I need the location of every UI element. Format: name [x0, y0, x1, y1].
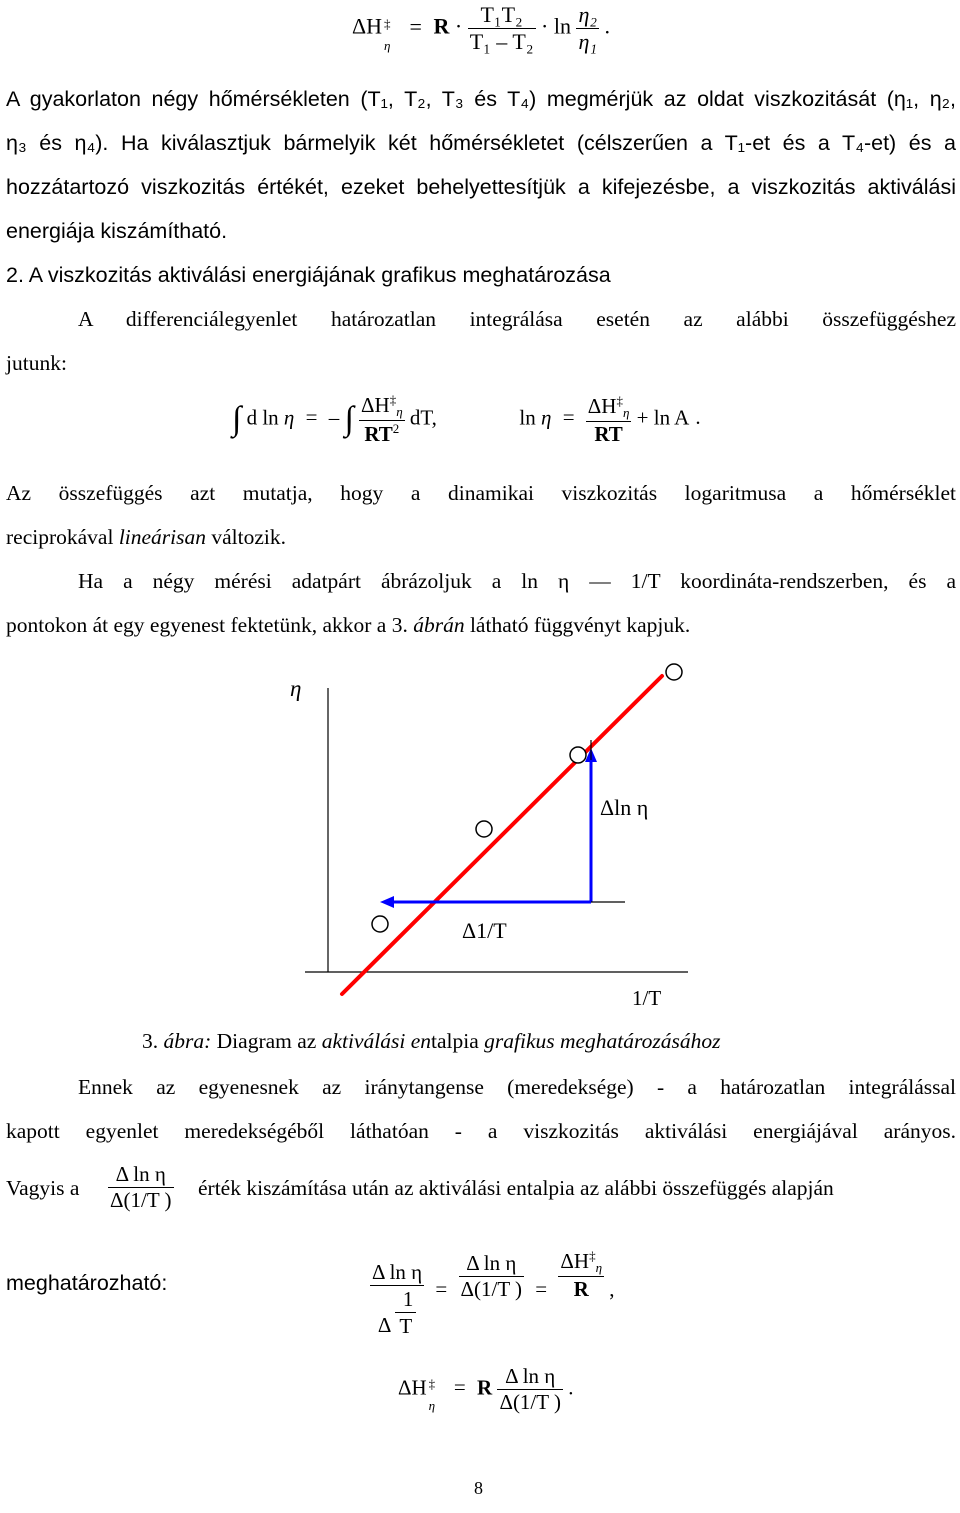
equation-bottom-2: ΔH ‡ η = R $\frac{\text{Δ ln η}}{\Delta(1/T )}$ .	[398, 1364, 574, 1414]
paragraph-4-line-2: kapott egyenlet meredekségéből láthatóan - a viszkozitás aktiválási energiájával arányos.	[6, 1119, 956, 1143]
eq-top-eta-fraction: $\frac{\text{η₂}}{\text{η₁}}$	[578, 2, 598, 54]
inline-slope-fraction: $\frac{\text{Δ ln η}}{\Delta(1/T )}$	[110, 1162, 172, 1212]
paragraph-4-line-4: meghatározható:	[6, 1271, 168, 1295]
eq-b2-fraction: $\frac{\text{Δ ln η}}{\Delta(1/T )}$	[499, 1364, 561, 1414]
section-text-line-2: jutunk:	[6, 351, 67, 375]
fit-line	[342, 676, 662, 994]
arrhenius-diagram	[0, 650, 960, 1030]
equation-top: ΔH ‡ η = R · $\frac{\text{T₁T₂}}{\text{T₁ – T₂}}$ · ln $\frac{\text{η₂}}{\text{η₁}}$ .	[352, 2, 611, 54]
data-point	[666, 664, 682, 680]
eq-mid-fraction-2: $\frac{\Delta H^\ddagger_\eta}{RT}$	[587, 392, 630, 446]
equation-integral: ∫ d ln η = – ∫ $\frac{\Delta H^\ddagger_\eta}{RT^2}$ dT, ln η = $\frac{\Delta H^\ddagger_\eta}{RT}$ + ln A .	[232, 392, 701, 446]
data-point	[476, 821, 492, 837]
paragraph-3-line-2: pontokon át egy egyenest fektetünk, akkor a 3. ábrán látható függvényt kapjuk.	[6, 613, 691, 637]
data-point	[372, 916, 388, 932]
eq-top-lhs: ΔH	[352, 13, 383, 39]
eq-b1-fraction-3: $\frac{\Delta H^\ddagger_\eta}{R}$	[560, 1248, 603, 1301]
eq-b1-fraction-1: Δ ln η 1 Δ T	[372, 1259, 423, 1338]
section-text-line-1: A differenciálegyenlet határozatlan integrálása esetén az alábbi összefüggéshez	[78, 307, 956, 331]
y-axis-label: η	[290, 676, 302, 701]
paragraph-1-line-4: energiája kiszámítható.	[6, 219, 228, 243]
paragraph-4-line-3: Vagyis a $\frac{\text{Δ ln η}}{\Delta(1/T )}$ érték kiszámítása után az aktiválási entalpia az alábbi összefüggés alapján	[6, 1162, 834, 1212]
paragraph-1-line-2: η₃ és η₄). Ha kiválasztjuk bármelyik két hőmérsékletet (célszerűen a T₁-et és a T₄-et) és a	[6, 131, 956, 155]
figure-caption: 3. ábra: Diagram az aktiválási entalpia grafikus meghatározásához	[142, 1029, 721, 1053]
paragraph-1-line-3: hozzátartozó viszkozitás értékét, ezeket behelyettesítjük a kifejezésbe, a viszkozitás aktiválási	[6, 175, 956, 199]
paragraph-2-line-1: Az összefüggés azt mutatja, hogy a dinamikai viszkozitás logaritmusa a hőmérséklet	[6, 481, 956, 505]
x-axis-label: 1/T	[632, 986, 662, 1010]
arrowhead-left	[380, 896, 394, 908]
section-heading: 2. A viszkozitás aktiválási energiájának grafikus meghatározása	[6, 263, 611, 287]
eq-mid-fraction-1: $\frac{\Delta H^\ddagger_\eta}{RT^2}$	[361, 392, 403, 446]
eq-top-temp-fraction: $\frac{\text{T₁T₂}}{\text{T₁ – T₂}}$	[469, 2, 534, 54]
equation-bottom-1: Δ ln η 1 Δ T = $\frac{\text{Δ ln η}}{\Delta(1/T )}$ = $\frac{\Delta H^\ddagger_\eta}{R}$ ,	[372, 1248, 615, 1338]
paragraph-4-line-1: Ennek az egyenesnek az iránytangense (meredeksége) - a határozatlan integrálással	[78, 1075, 956, 1099]
paragraph-2-line-2: reciprokával lineárisan változik.	[6, 525, 287, 549]
paragraph-1-line-1: A gyakorlaton négy hőmérsékleten (T₁, T₂, T₃ és T₄) megmérjük az oldat viszkozitását (η₁, η₂,	[6, 87, 956, 111]
data-point	[570, 747, 586, 763]
paragraph-3-line-1: Ha a négy mérési adatpárt ábrázoljuk a ln η — 1/T koordináta-rendszerben, és a	[78, 569, 956, 593]
delta-ln-eta-label: Δln η	[600, 795, 649, 820]
eq-b1-fraction-2: $\frac{\text{Δ ln η}}{\Delta(1/T )}$	[460, 1251, 523, 1301]
delta-inverse-t-label: Δ1/T	[462, 918, 507, 943]
page-number: 8	[474, 1478, 483, 1498]
